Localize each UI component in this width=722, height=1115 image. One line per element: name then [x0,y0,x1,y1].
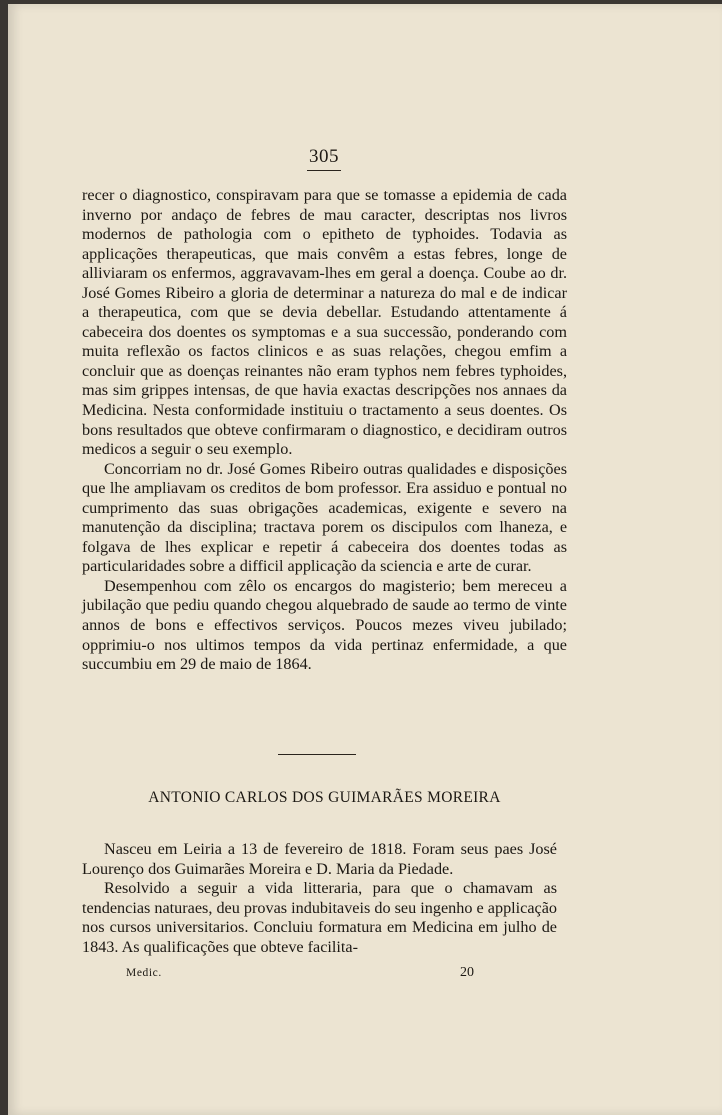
section-divider [278,754,356,755]
book-page [8,4,722,1115]
body-text-section [82,840,557,958]
page-number: 305 [309,146,339,167]
page-number-underline [307,170,341,171]
paragraph: Concorriam no dr. José Gomes Ribeiro outras qualidades e disposições que lhe ampliavam os creditos de bom professor. Era assiduo e pontual no cumprimento das suas obrigações academicas, exigente e severo na manutenção da disciplina; tractava porem os discipulos com lhaneza, e folgava de lhes explicar e repetir á cabeceira dos doentes todas as particularidades sobre a difficil applicação da sciencia e arte de curar. [82,459,567,576]
paragraph-continued: recer o diagnostico, conspiravam para que se tomasse a epidemia de cada inverno por andaço de febres de mau caracter, descriptas nos livros modernos de pathologia com o epitheto de typhoides. Todavia as applicações therapeuticas, que mais convêm a estas febres, longe de alliviaram os enfermos, aggravavam-lhes em geral a doença. Coube ao dr. José Gomes Ribeiro a gloria de determinar a natureza do mal e de indicar a therapeutica, com que se devia debellar. Estudando attentamente á cabeceira dos doentes os symptomas e a sua successão, ponderando com muita reflexão os factos clinicos e as suas relações, chegou emfim a concluir que as doenças reinantes não eram typhos nem febres typhoides, mas sim grippes intensas, de que havia exactas descripções nos annaes da Medicina. Nesta conformidade instituiu o tractamento a seus doentes. Os bons resultados que obteve confirmaram o diagnostico, e decidiram outros medicos a seguir o seu exemplo. [82,186,567,459]
paragraph: Nasceu em Leiria a 13 de fevereiro de 1818. Foram seus paes José Lourenço dos Guimarães Moreira e D. Maria da Piedade. [82,840,557,878]
footer-signature: Medic. [126,967,162,979]
paragraph: Resolvido a seguir a vida litteraria, para que o chamavam as tendencias naturaes, deu provas indubitaveis do seu ingenho e applicação nos cursos universitarios. Concluiu formatura em Medicina em julho de 1843. As qualificações que obteve facilita- [82,879,557,956]
section-title: ANTONIO CARLOS DOS GUIMARÃES MOREIRA [148,789,501,806]
footer-signature-number: 20 [460,965,474,980]
body-text [82,186,567,675]
paragraph: Desempenhou com zêlo os encargos do magisterio; bem mereceu a jubilação que pediu quando chegou alquebrado de saude ao termo de vinte annos de bons e effectivos serviços. Poucos mezes viveu jubilado; opprimiu-o nos ultimos tempos da vida pertinaz enfermidade, a que succumbiu em 29 de maio de 1864. [82,576,567,674]
